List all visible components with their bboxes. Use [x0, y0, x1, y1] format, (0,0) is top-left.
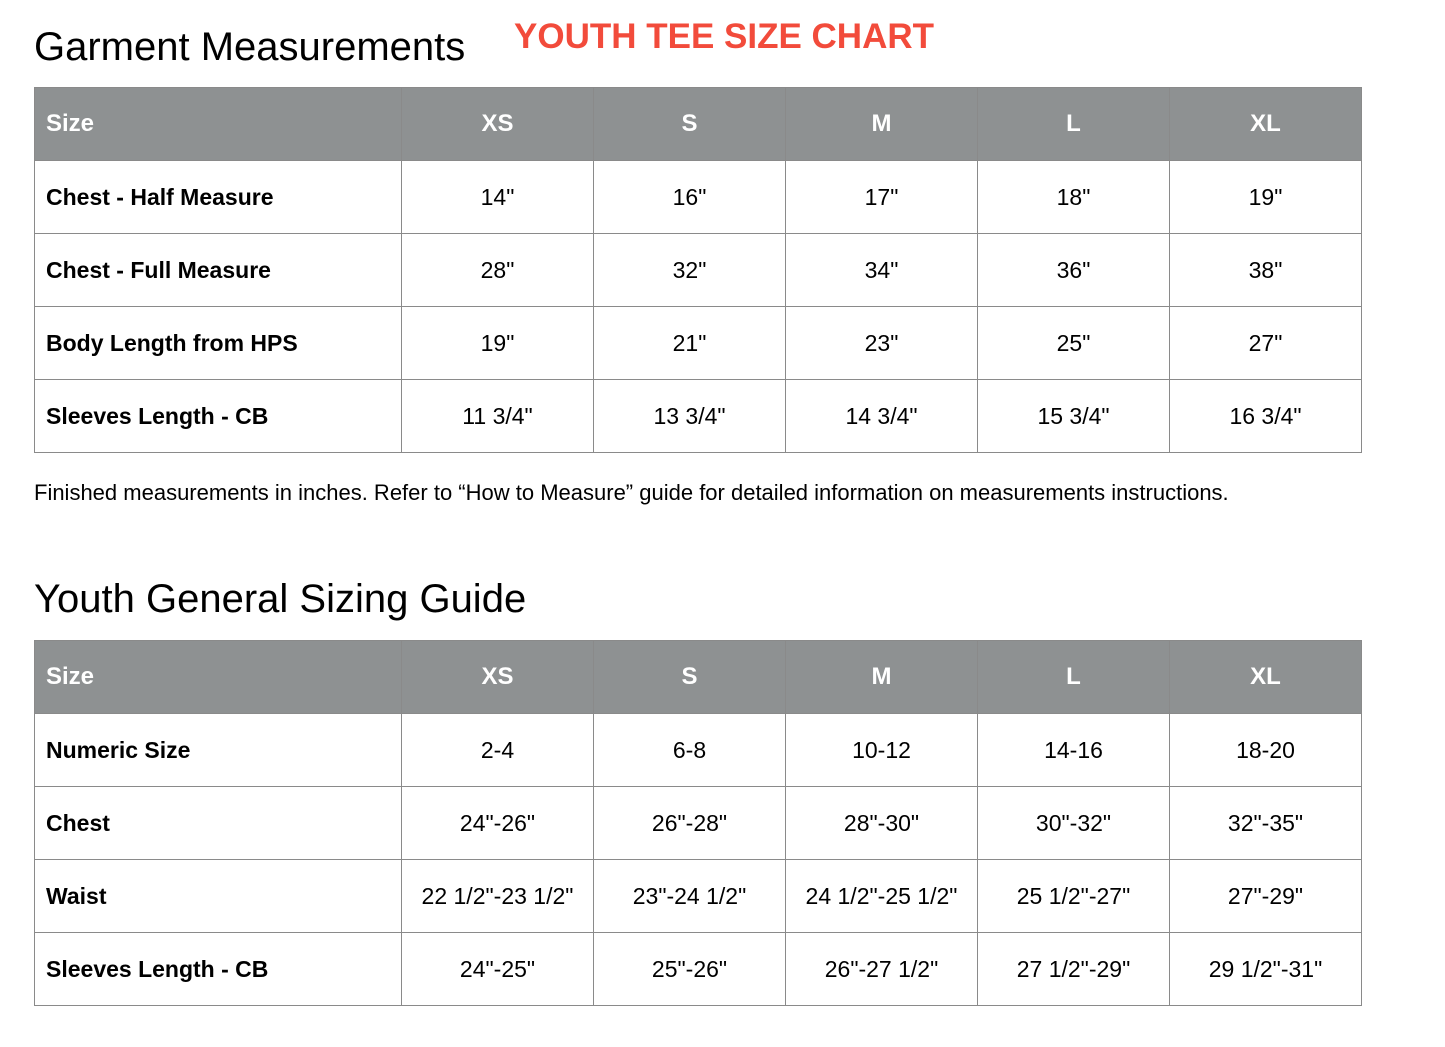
- table-cell: 14-16: [978, 714, 1170, 787]
- row-label: Body Length from HPS: [35, 307, 402, 380]
- table-cell: 10-12: [786, 714, 978, 787]
- table-cell: 6-8: [594, 714, 786, 787]
- row-label: Waist: [35, 860, 402, 933]
- table-cell: 25 1/2"-27": [978, 860, 1170, 933]
- garment-measurements-heading: Garment Measurements: [34, 25, 466, 69]
- table-row: [35, 787, 1362, 860]
- table-cell: 19": [1170, 161, 1362, 234]
- table-cell: 36": [978, 234, 1170, 307]
- table-cell: 24 1/2"-25 1/2": [786, 860, 978, 933]
- table-cell: 25"-26": [594, 933, 786, 1006]
- table-cell: 27"-29": [1170, 860, 1362, 933]
- table-cell: 15 3/4": [978, 380, 1170, 453]
- table-cell: 34": [786, 234, 978, 307]
- table-cell: 21": [594, 307, 786, 380]
- header-cell-m: M: [786, 88, 978, 161]
- table-cell: 28": [402, 234, 594, 307]
- header-cell-size: Size: [35, 641, 402, 714]
- table-row: [35, 380, 1362, 453]
- table-cell: 29 1/2"-31": [1170, 933, 1362, 1006]
- table-cell: 14 3/4": [786, 380, 978, 453]
- table-cell: 2-4: [402, 714, 594, 787]
- table-cell: 28"-30": [786, 787, 978, 860]
- header-cell-s: S: [594, 641, 786, 714]
- measurement-note: Finished measurements in inches. Refer to “How to Measure” guide for detailed information on measurements instructions.: [34, 480, 1229, 505]
- table-cell: 27": [1170, 307, 1362, 380]
- row-label: Chest - Half Measure: [35, 161, 402, 234]
- youth-tee-size-chart-title: YOUTH TEE SIZE CHART: [514, 17, 935, 56]
- table-cell: 32"-35": [1170, 787, 1362, 860]
- header-cell-m: M: [786, 641, 978, 714]
- header-cell-l: L: [978, 88, 1170, 161]
- youth-general-sizing-guide-heading: Youth General Sizing Guide: [34, 577, 527, 621]
- row-label: Sleeves Length - CB: [35, 380, 402, 453]
- table-row: [35, 860, 1362, 933]
- table-cell: 19": [402, 307, 594, 380]
- table-row: [35, 307, 1362, 380]
- header-cell-xl: XL: [1170, 641, 1362, 714]
- row-label: Sleeves Length - CB: [35, 933, 402, 1006]
- table-cell: 23"-24 1/2": [594, 860, 786, 933]
- header-cell-xs: XS: [402, 88, 594, 161]
- header-cell-l: L: [978, 641, 1170, 714]
- table-cell: 30"-32": [978, 787, 1170, 860]
- header-cell-xs: XS: [402, 641, 594, 714]
- table-cell: 17": [786, 161, 978, 234]
- table-cell: 27 1/2"-29": [978, 933, 1170, 1006]
- garment-measurements-table: [34, 87, 1362, 453]
- youth-general-sizing-table: [34, 640, 1362, 1006]
- header-cell-s: S: [594, 88, 786, 161]
- table-cell: 24"-25": [402, 933, 594, 1006]
- table-cell: 25": [978, 307, 1170, 380]
- table-header-row: [35, 641, 1362, 714]
- table-cell: 23": [786, 307, 978, 380]
- table-cell: 32": [594, 234, 786, 307]
- row-label: Chest: [35, 787, 402, 860]
- row-label: Numeric Size: [35, 714, 402, 787]
- table-cell: 16": [594, 161, 786, 234]
- table-row: [35, 161, 1362, 234]
- table-cell: 24"-26": [402, 787, 594, 860]
- table-header-row: [35, 88, 1362, 161]
- table-row: [35, 933, 1362, 1006]
- table-cell: 14": [402, 161, 594, 234]
- table-cell: 11 3/4": [402, 380, 594, 453]
- table-cell: 26"-27 1/2": [786, 933, 978, 1006]
- table-cell: 13 3/4": [594, 380, 786, 453]
- table-cell: 18-20: [1170, 714, 1362, 787]
- table-row: [35, 714, 1362, 787]
- table-cell: 16 3/4": [1170, 380, 1362, 453]
- table-cell: 18": [978, 161, 1170, 234]
- table-cell: 38": [1170, 234, 1362, 307]
- header-cell-size: Size: [35, 88, 402, 161]
- row-label: Chest - Full Measure: [35, 234, 402, 307]
- header-cell-xl: XL: [1170, 88, 1362, 161]
- table-row: [35, 234, 1362, 307]
- table-cell: 22 1/2"-23 1/2": [402, 860, 594, 933]
- table-cell: 26"-28": [594, 787, 786, 860]
